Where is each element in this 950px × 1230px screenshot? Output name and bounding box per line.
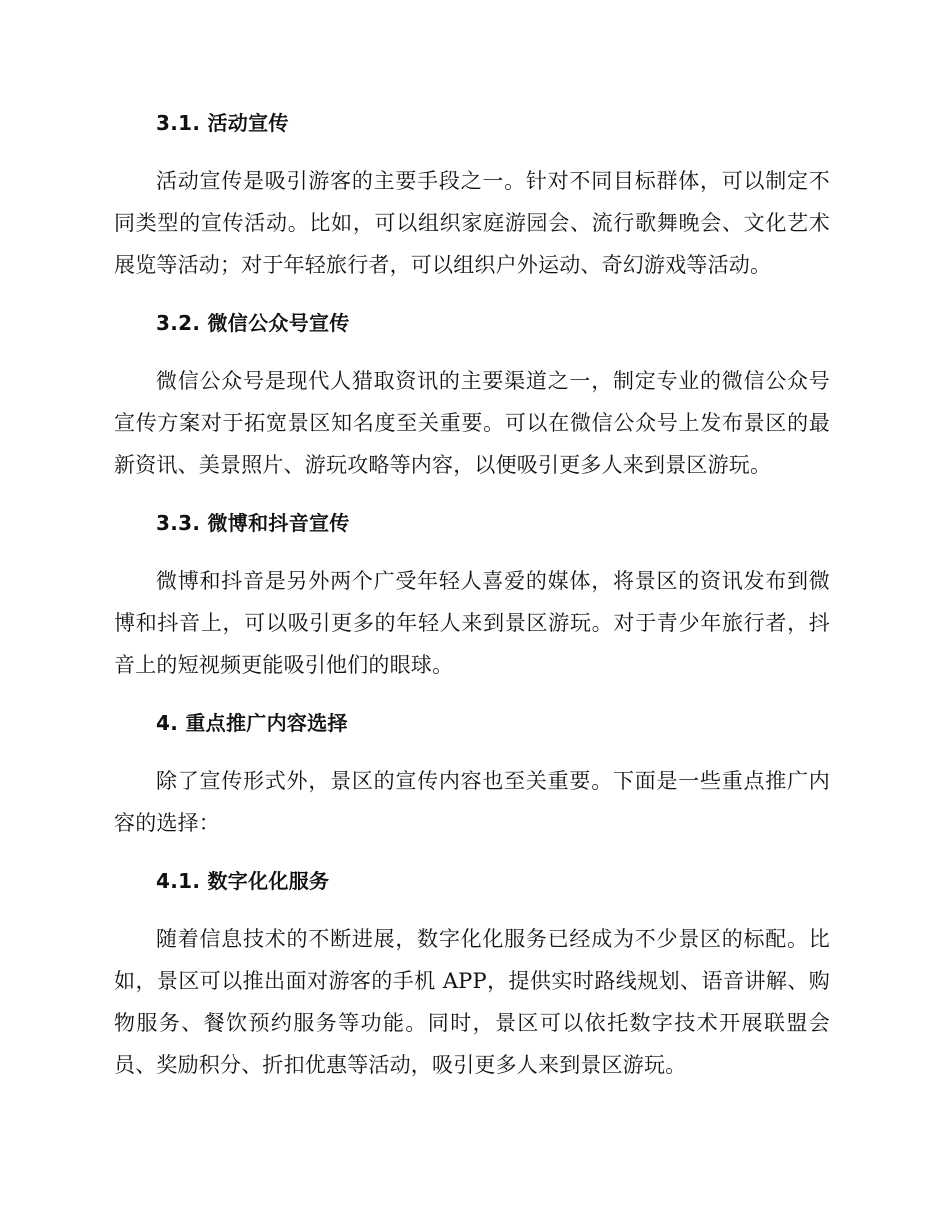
section-heading: 4. 重点推广内容选择: [156, 711, 348, 735]
document-page: [114, 108, 830, 1108]
section-heading: 3.2. 微信公众号宣传: [156, 311, 350, 335]
section-heading: 3.1. 活动宣传: [156, 111, 289, 135]
section-paragraph: 微博和抖音是另外两个广受年轻人喜爱的媒体，将景区的资讯发布到微博和抖音上，可以吸引更多的年轻人来到景区游玩。对于青少年旅行者，抖音上的短视频更能吸引他们的眼球。: [114, 569, 830, 677]
section-heading: 4.1. 数字化化服务: [156, 869, 330, 893]
section-heading: 3.3. 微博和抖音宣传: [156, 511, 350, 535]
section-paragraph: 活动宣传是吸引游客的主要手段之一。针对不同目标群体，可以制定不同类型的宣传活动。比如，可以组织家庭游园会、流行歌舞晚会、文化艺术展览等活动；对于年轻旅行者，可以组织户外运动、奇幻游戏等活动。: [114, 169, 830, 277]
section-paragraph: 随着信息技术的不断进展，数字化化服务已经成为不少景区的标配。比如，景区可以推出面对游客的手机 APP，提供实时路线规划、语音讲解、购物服务、餐饮预约服务等功能。同时，景区可以依托数字技术开展联盟会员、奖励积分、折扣优惠等活动，吸引更多人来到景区游玩。: [114, 927, 830, 1077]
section-paragraph: 除了宣传形式外，景区的宣传内容也至关重要。下面是一些重点推广内容的选择：: [114, 769, 830, 835]
section-paragraph: 微信公众号是现代人猎取资讯的主要渠道之一，制定专业的微信公众号宣传方案对于拓宽景区知名度至关重要。可以在微信公众号上发布景区的最新资讯、美景照片、游玩攻略等内容，以便吸引更多人来到景区游玩。: [114, 369, 830, 477]
